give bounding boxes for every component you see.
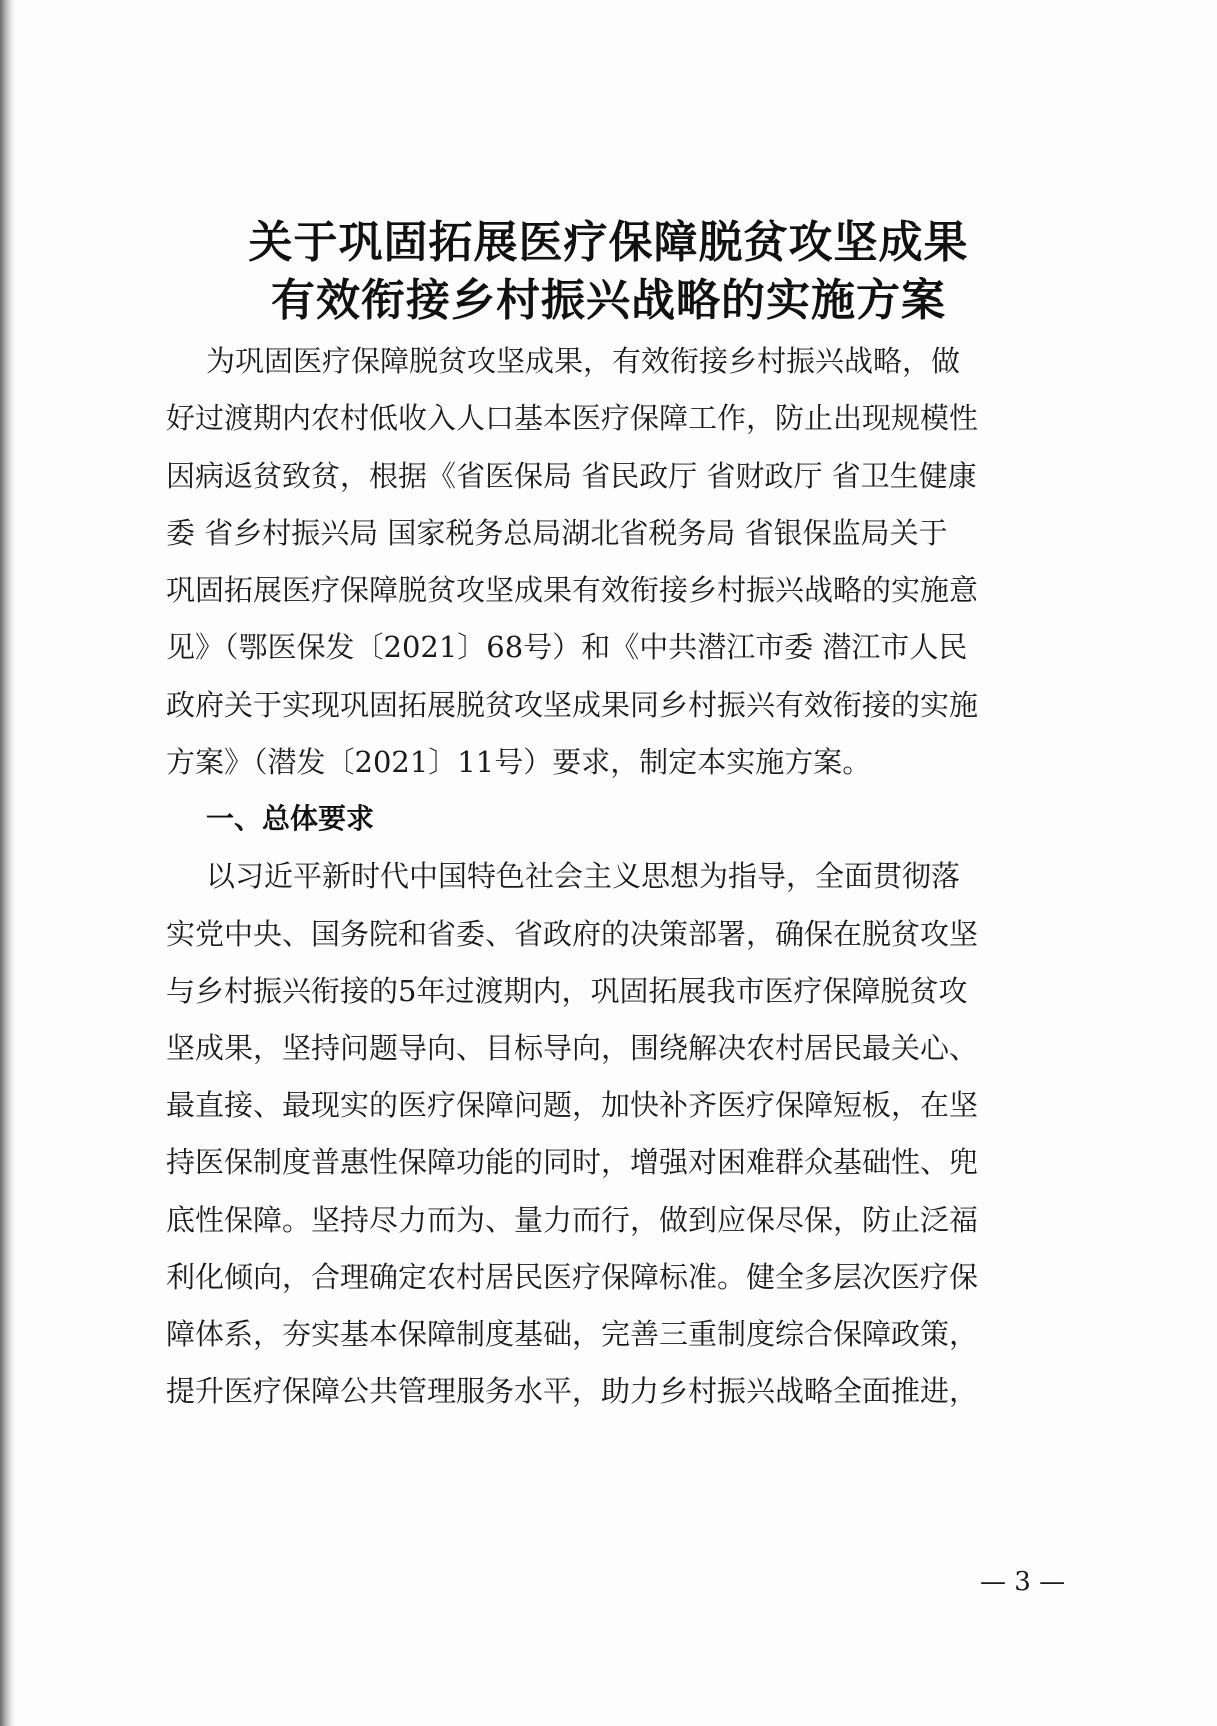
page-number: — 3 — [980, 1567, 1066, 1597]
section-1-line-1: 以习近平新时代中国特色社会主义思想为指导，全面贯彻落 [206, 859, 961, 893]
section-1-line-3: 与乡村振兴衔接的5年过渡期内，巩固拓展我市医疗保障脱贫攻 [166, 974, 968, 1008]
section-1-line-5: 最直接、最现实的医疗保障问题，加快补齐医疗保障短板，在坚 [166, 1088, 979, 1122]
intro-line-8: 方案》（潜发〔2021〕11号）要求，制定本实施方案。 [166, 745, 872, 779]
section-1-line-9: 障体系，夯实基本保障制度基础，完善三重制度综合保障政策， [166, 1317, 979, 1351]
document-title-line-2: 有效衔接乡村振兴战略的实施方案 [271, 275, 946, 326]
intro-line-2: 好过渡期内农村低收入人口基本医疗保障工作，防止出现规模性 [166, 401, 979, 435]
intro-line-1: 为巩固医疗保障脱贫攻坚成果，有效衔接乡村振兴战略，做 [206, 344, 961, 378]
intro-line-6: 见》（鄂医保发〔2021〕68号）和《中共潜江市委 潜江市人民 [166, 630, 968, 664]
intro-line-7: 政府关于实现巩固拓展脱贫攻坚成果同乡村振兴有效衔接的实施 [166, 688, 979, 722]
intro-line-5: 巩固拓展医疗保障脱贫攻坚成果有效衔接乡村振兴战略的实施意 [166, 573, 979, 607]
section-heading-general-requirements: 一、总体要求 [206, 802, 375, 835]
section-1-line-10: 提升医疗保障公共管理服务水平，助力乡村振兴战略全面推进， [166, 1374, 979, 1408]
section-1-line-7: 底性保障。坚持尽力而为、量力而行，做到应保尽保，防止泛福 [166, 1203, 979, 1237]
intro-line-4: 委 省乡村振兴局 国家税务总局湖北省税务局 省银保监局关于 [166, 516, 948, 550]
document-title-line-1: 关于巩固拓展医疗保障脱贫攻坚成果 [248, 217, 969, 268]
section-1-line-4: 坚成果，坚持问题导向、目标导向，围绕解决农村居民最关心、 [166, 1031, 979, 1065]
intro-line-3: 因病返贫致贫，根据《省医保局 省民政厅 省财政厅 省卫生健康 [166, 459, 977, 493]
section-1-line-8: 利化倾向，合理确定农村居民医疗保障标准。健全多层次医疗保 [166, 1260, 979, 1294]
section-1-line-2: 实党中央、国务院和省委、省政府的决策部署，确保在脱贫攻坚 [166, 917, 979, 951]
section-1-line-6: 持医保制度普惠性保障功能的同时，增强对困难群众基础性、兜 [166, 1145, 979, 1179]
